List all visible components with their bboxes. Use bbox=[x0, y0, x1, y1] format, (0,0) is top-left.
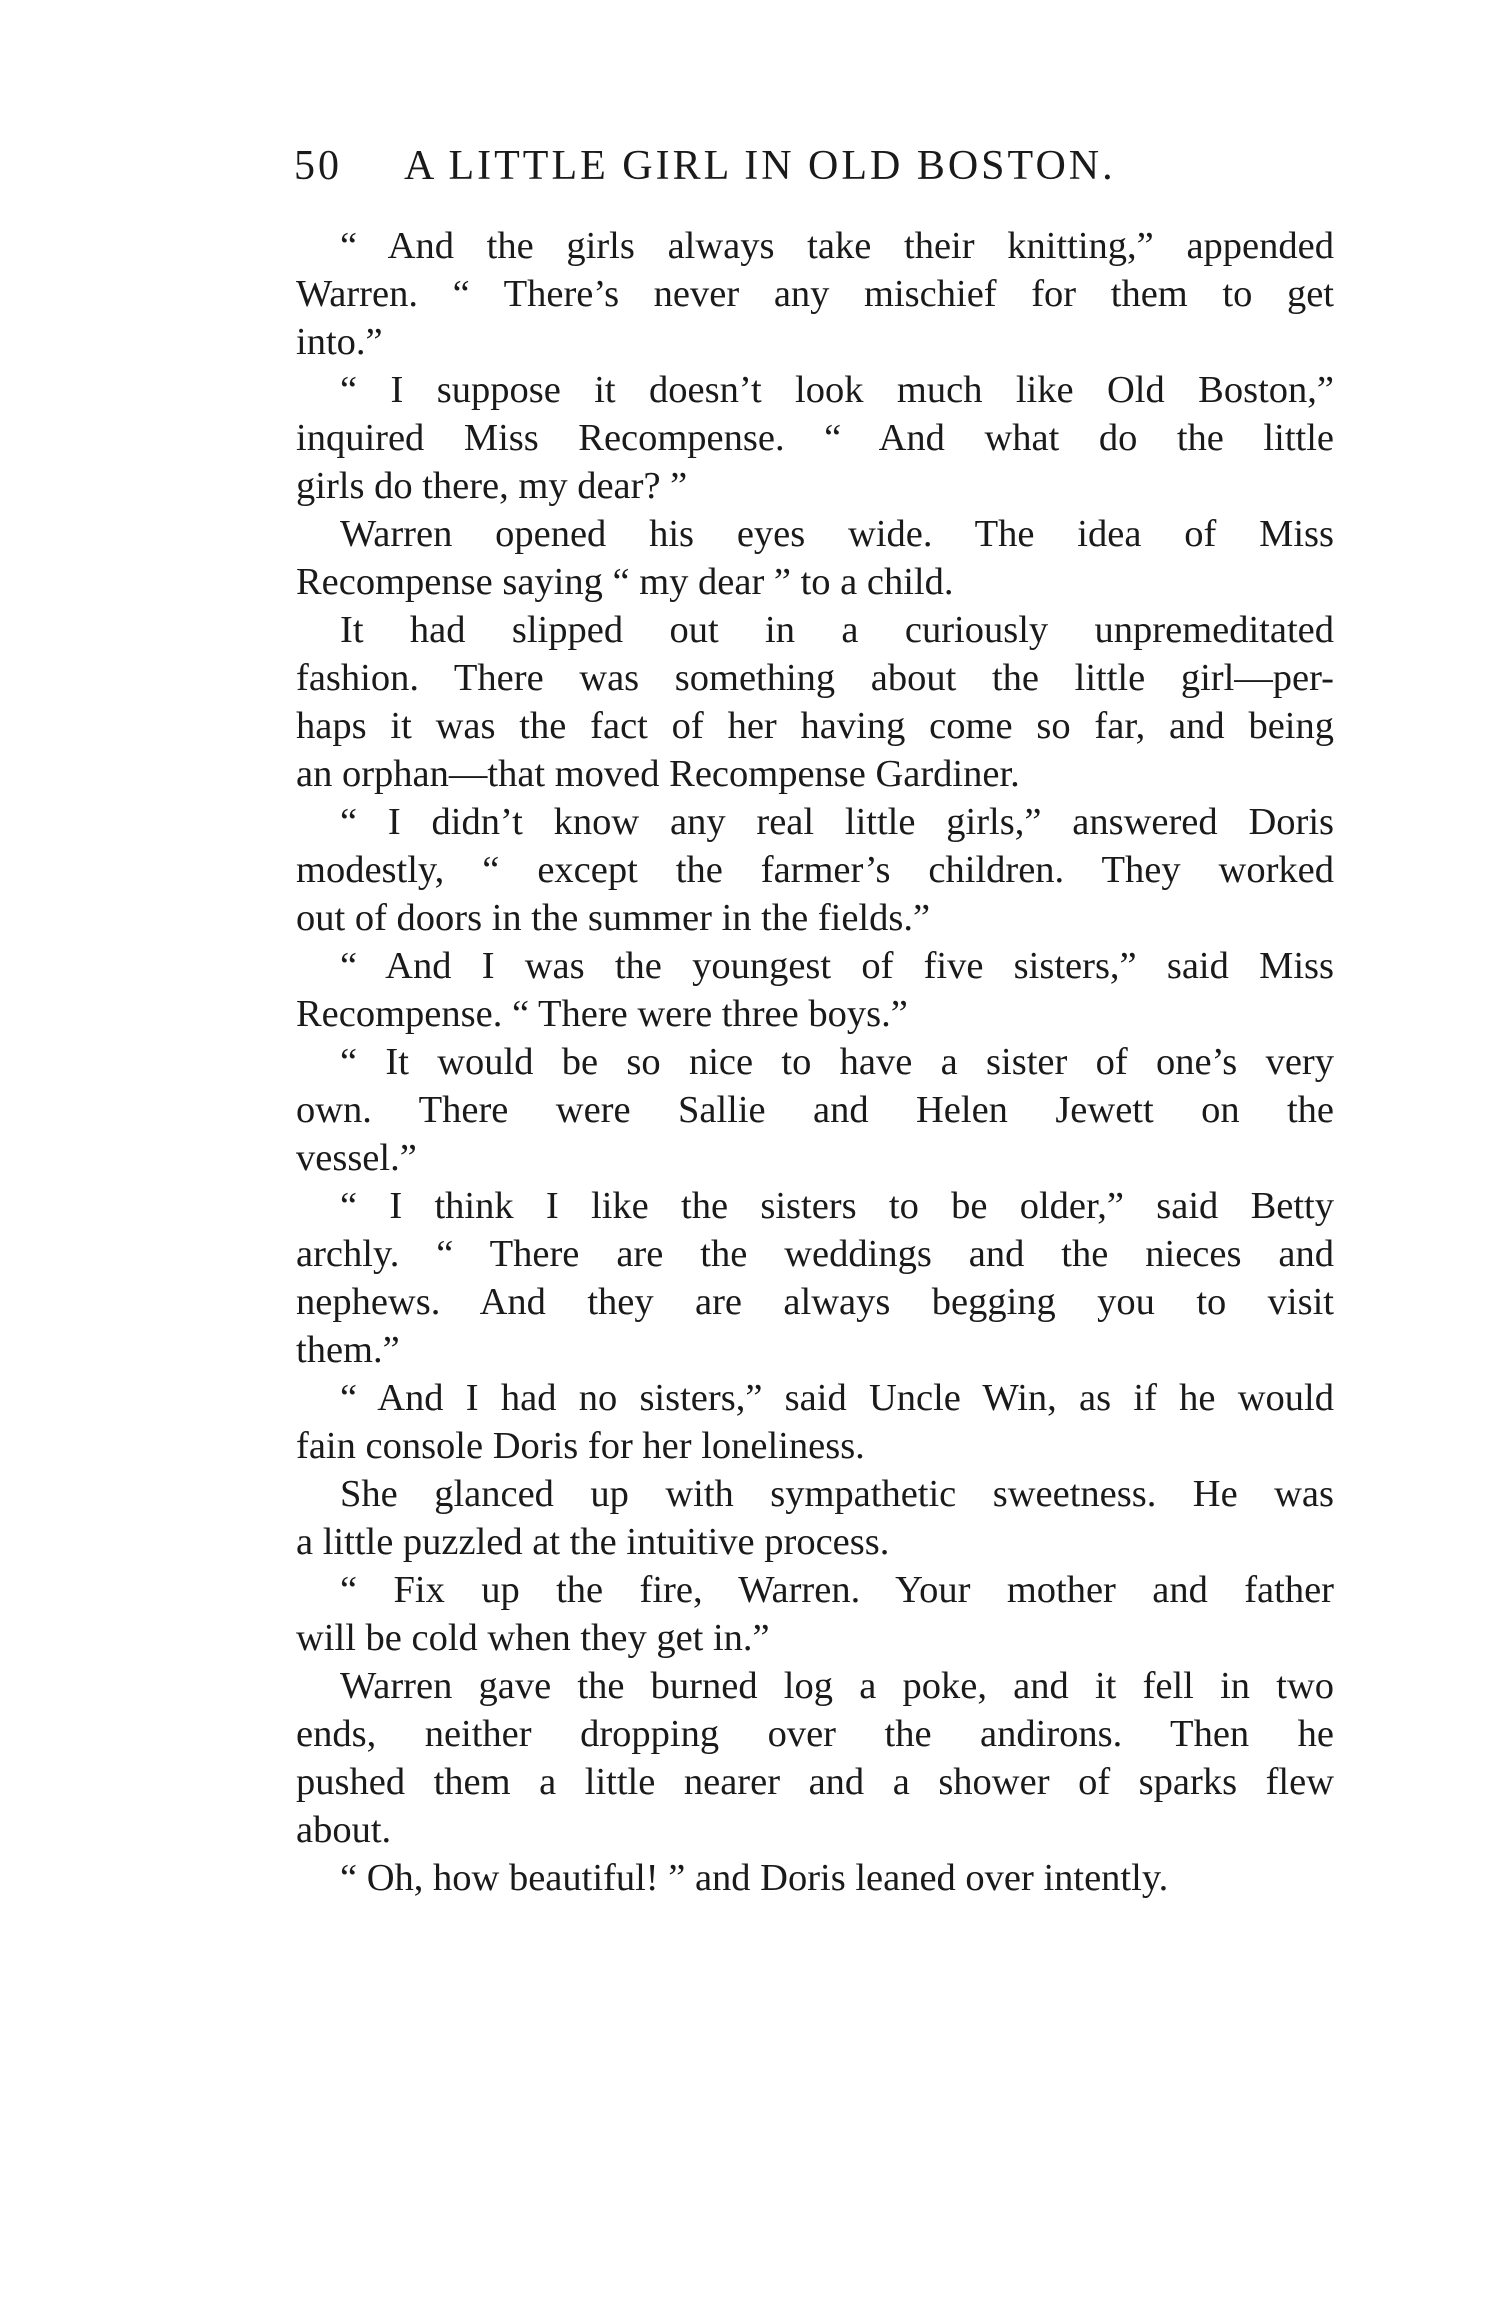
text-line: girls do there, my dear? ” bbox=[296, 465, 688, 507]
text-line: archly. “ There are the weddings and the nieces and bbox=[296, 1233, 1334, 1275]
text-line: an orphan—that moved Recompense Gardiner. bbox=[296, 753, 1020, 795]
text-line: Warren opened his eyes wide. The idea of Miss bbox=[340, 513, 1334, 555]
text-line: own. There were Sallie and Helen Jewett on the bbox=[296, 1089, 1334, 1131]
text-line: nephews. And they are always begging you to visit bbox=[296, 1281, 1334, 1323]
text-line: will be cold when they get in.” bbox=[296, 1617, 770, 1659]
text-line: out of doors in the summer in the fields.” bbox=[296, 897, 931, 939]
text-line: “ And I was the youngest of five sisters,” said Miss bbox=[340, 945, 1334, 987]
text-line: Recompense saying “ my dear ” to a child. bbox=[296, 561, 954, 603]
text-line: “ And the girls always take their knitting,” appended bbox=[340, 225, 1334, 267]
text-line: haps it was the fact of her having come so far, and being bbox=[296, 705, 1334, 747]
text-line: inquired Miss Recompense. “ And what do the little bbox=[296, 417, 1334, 459]
text-line: fain console Doris for her loneliness. bbox=[296, 1425, 865, 1467]
text-line: modestly, “ except the farmer’s children. They worked bbox=[296, 849, 1334, 891]
text-line: fashion. There was something about the little girl—per- bbox=[296, 657, 1334, 699]
text-line: She glanced up with sympathetic sweetness. He was bbox=[340, 1473, 1334, 1515]
text-line: a little puzzled at the intuitive process. bbox=[296, 1521, 890, 1563]
text-line: It had slipped out in a curiously unpremeditated bbox=[340, 609, 1334, 651]
text-line: “ I didn’t know any real little girls,” answered Doris bbox=[340, 801, 1334, 843]
running-title: A LITTLE GIRL IN OLD BOSTON. bbox=[404, 143, 1116, 189]
text-line: into.” bbox=[296, 321, 383, 363]
text-line: “ I think I like the sisters to be older,” said Betty bbox=[340, 1185, 1334, 1227]
text-line: Recompense. “ There were three boys.” bbox=[296, 993, 908, 1035]
text-line: them.” bbox=[296, 1329, 400, 1371]
text-line: Warren. “ There’s never any mischief for them to get bbox=[296, 273, 1334, 315]
text-line: “ And I had no sisters,” said Uncle Win, as if he would bbox=[340, 1377, 1334, 1419]
page-number: 50 bbox=[294, 143, 342, 189]
body-text bbox=[296, 222, 1334, 1902]
text-line: “ It would be so nice to have a sister of one’s very bbox=[340, 1041, 1334, 1083]
text-line: Warren gave the burned log a poke, and it fell in two bbox=[340, 1665, 1334, 1707]
text-line: ends, neither dropping over the andirons. Then he bbox=[296, 1713, 1334, 1755]
text-line: about. bbox=[296, 1809, 392, 1851]
text-line: “ I suppose it doesn’t look much like Old Boston,” bbox=[340, 369, 1334, 411]
running-head bbox=[294, 142, 1334, 202]
text-line: pushed them a little nearer and a shower of sparks flew bbox=[296, 1761, 1334, 1803]
text-line: vessel.” bbox=[296, 1137, 417, 1179]
text-line: “ Oh, how beautiful! ” and Doris leaned over intently. bbox=[340, 1857, 1169, 1899]
text-line: “ Fix up the fire, Warren. Your mother and father bbox=[340, 1569, 1334, 1611]
